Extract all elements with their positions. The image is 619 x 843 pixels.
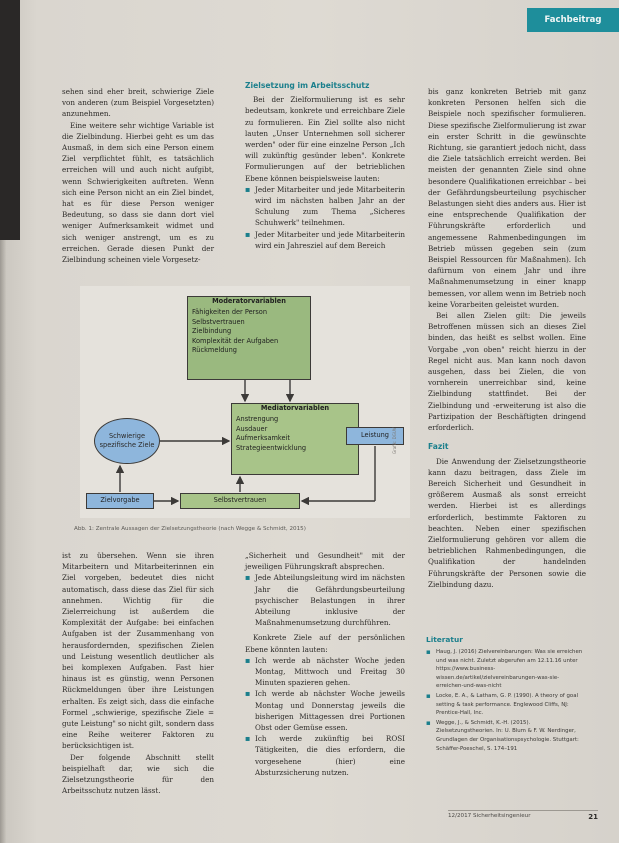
page-footer (448, 810, 598, 821)
mediator-item: Strategieentwicklung (236, 443, 307, 452)
issue-label: 12/2017 Sicherheitsingenieur (448, 813, 531, 819)
moderator-item: Zielbindung (192, 327, 232, 336)
section-tag: Fachbeitrag (527, 8, 619, 32)
column-2-top (245, 80, 405, 251)
paragraph: Die Anwendung der Zielsetzungstheorie kann dazu beitragen, dass Ziele im Bereich Sicherheit und Gesundheit in größerem Ausmaß als sonst erreicht werden. Hierbei ist es allerdings erforderlich, bestimmte Faktoren zu beachten. Neben einer spezifischen Zielformulierung gehören vor allem die betrieblichen Rahmenbedingungen, die Qualifikation der handelnden Führungskräfte der Personen sowie die Zielbindung dazu. (428, 456, 586, 589)
column-1-bottom (62, 550, 214, 796)
section-heading-fazit: Fazit (428, 442, 449, 452)
goal-setting-box: Zielvorgabe (86, 493, 154, 509)
literature-item: ▪ Wegge, J., & Schmidt, K.-H. (2015). Zielsetzungstheorien. In: U. Blum & F. W. Nerdinger, Grundlagen der Organisationspsychologie. Stuttgart: Schäffer-Poeschel, S. 174–191 (426, 719, 586, 753)
paragraph: Bei der Zielformulierung ist es sehr bedeutsam, konkrete und erreichbare Ziele zu formulieren. Ein Ziel sollte also nicht lauten „Unser Unternehmen soll sicherer werden" oder für eine einzelne Person „Ich will zukünftig gesünder leben". Konkrete Formulierungen auf der betrieblichen Ebene können beispielsweise lauten: (245, 95, 405, 183)
paragraph: Konkrete Ziele auf der persönlichen Ebene könnten lauten: (245, 633, 405, 654)
bullet-item: ▪ Ich werde ab nächster Woche jeden Montag, Mittwoch und Freitag 30 Minuten spazieren gehen. (245, 655, 405, 689)
column-1-top (62, 86, 214, 265)
moderator-title: Moderatorvariablen (212, 297, 286, 305)
moderator-item: Komplexität der Aufgaben (192, 336, 279, 345)
mediator-box (231, 403, 359, 475)
bullet-item: ▪ Jede Abteilungsleitung wird im nächsten Jahr die Gefährdungsbeurteilung psychischer Belastungen in ihrer Abteilung inklusive der Maßnahmenumsetzung durchführen. (245, 572, 405, 628)
moderator-item: Rückmeldung (192, 346, 237, 355)
moderator-item: Selbstvertrauen (192, 317, 245, 326)
bullet-item: ▪ Jeder Mitarbeiter und jede Mitarbeiterin wird im nächsten halben Jahr an der Schulung zum Thema „Sicheres Schuhwerk" teilnehmen. (245, 184, 405, 229)
literature-item: ▪ Locke, E. A., & Latham, G. P. (1990). A theory of goal setting & task performance. Englewood Cliffs, NJ: Prentice-Hall, Inc. (426, 692, 586, 718)
moderator-box (187, 296, 311, 380)
paragraph: Bei allen Zielen gilt: Die jeweils Betroffenen müssen sich an dieses Ziel binden, das heißt es selbst wollen. Eine Vorgabe „von oben" reicht hierzu in der Regel nicht aus. Man kann noch davon ausgehen, dass bei Zielen, die von vornherein unerreichbar sind, keine Zielbindung stattfindet. Bei der Zielbindung und -erweiterung ist also die Partizipation der Beschäftigten dringend erforderlich. (428, 311, 586, 433)
section-heading: Zielsetzung im Arbeitsschutz (245, 81, 370, 90)
binding-shadow (0, 240, 6, 843)
binding-edge (0, 0, 20, 240)
paragraph: sehen sind eher breit, schwierige Ziele von anderen (zum Beispiel Vorgesetzten) anzunehmen. (62, 87, 214, 119)
moderator-item: Fähigkeiten der Person (192, 308, 268, 317)
literature-item: ▪ Haug, J. (2016) Zielvereinbarungen: Was sie erreichen und was nicht. Zuletzt abgerufen am 12.11.16 unter https://www.business-wissen.de/artikel/zielvereinbarungen-was-sie-erreichen-und-was-nicht (426, 648, 586, 691)
self-confidence-box: Selbstvertrauen (180, 493, 300, 509)
literature-list (426, 648, 586, 754)
goal-ellipse: Schwierige spezifische Ziele (94, 418, 160, 464)
paragraph: ist zu übersehen. Wenn sie ihren Mitarbeitern und Mitarbeiterinnen ein Ziel vorgeben, bedeutet dies nicht automatisch, dass diese das Ziel für sich annehmen. Wichtig für die Zielerreichung ist außerdem die Komplexität der Aufgabe: bei einfachen Aufgaben ist der Zusammenhang von herausfordernden, spezifischen Zielen und Leistung wesentlich deutlicher als bei komplexen Aufgaben. Fast hier hinaus ist es günstig, wenn Personen Rückmeldungen über ihre Leistungen erhalten. Es zeigt sich, dass die einfache Formel „schwierige, spezifische Ziele = gute Leistung" so nicht gilt, sondern dass eine Reihe weiterer Faktoren zu berücksichtigen ist. (62, 551, 214, 751)
performance-box: Leistung (346, 427, 404, 445)
mediator-item: Aufmerksamkeit (236, 434, 290, 443)
page-number: 21 (588, 813, 598, 821)
literature-heading: Literatur (426, 635, 463, 644)
figure-source-note: Grafik: DGUV (392, 427, 397, 454)
paragraph: „Sicherheit und Gesundheit" mit der jeweiligen Führungskraft absprechen. (245, 551, 405, 572)
bullet-item: ▪ Ich werde zukünftig bei ROSI Tätigkeiten, die dies erfordern, die vorgesehene (hier) eine Absturzsicherung nutzen. (245, 733, 405, 778)
bullet-item: ▪ Jeder Mitarbeiter und jede Mitarbeiterin wird ein Jahresziel auf dem Bereich (245, 229, 405, 251)
mediator-item: Ausdauer (236, 424, 268, 433)
mediator-item: Anstrengung (236, 415, 279, 424)
goal-setting-diagram (80, 286, 410, 518)
mediator-title: Mediatorvariablen (260, 404, 330, 412)
figure-caption: Abb. 1: Zentrale Aussagen der Zielsetzungstheorie (nach Wegge & Schmidt, 2015) (74, 526, 306, 532)
bullet-item: ▪ Ich werde ab nächster Woche jeweils Montag und Donnerstag jeweils die bisherigen Mittagessen drei Portionen Obst oder Gemüse essen. (245, 688, 405, 733)
paragraph: Der folgende Abschnitt stellt beispielhaft dar, wie sich die Zielsetzungstheorie für den Arbeitsschutz nutzen lässt. (62, 752, 214, 796)
column-2-bottom (245, 550, 405, 778)
paragraph: Eine weitere sehr wichtige Variable ist die Zielbindung. Hierbei geht es um das Ausmaß, in dem sich eine Person einem Ziel verpflichtet fühlt, es tatsächlich erreichen will und auch nicht aufgibt, wenn Schwierigkeiten auftreten. Wenn sich eine Person nicht an ein Ziel bindet, hat es für diese Person weniger Bedeutung, so dass sie dann dort viel weniger Aufmerksamkeit widmet und sich weniger anstrengt, um es zu erreichen. Gerade diesen Punkt der Zielbindung scheinen viele Vorgesetz- (62, 120, 214, 265)
paragraph: bis ganz konkreten Betrieb mit ganz konkreten Personen helfen sich die Beispiele noch spezifischer formulieren. Diese spezifische Zielformulierung ist zwar ein erster Schritt in die gewünschte Richtung, sie garantiert jedoch nicht, dass die Ziele tatsächlich erreicht werden. Bei meisten der genannten Ziele sind ohne besondere Qualifikationen erreichbar – bei der Gefährdungsbeurteilung psychischer Belastungen sieht dies anders aus. Hier ist eine entsprechende Qualifikation der Führungskräfte erforderlich und angemessene Rahmenbedingungen im Betrieb müssen gegeben sein (zum Beispiel Ressourcen für Maßnahmen). Ich dafürnum von einem Jahr und ihre Maßnahmenumsetzung in einer knapp bemessen, vor allem wenn im Betrieb noch keine Vorarbeiten geleistet wurden. (428, 87, 586, 309)
column-3 (428, 86, 586, 590)
